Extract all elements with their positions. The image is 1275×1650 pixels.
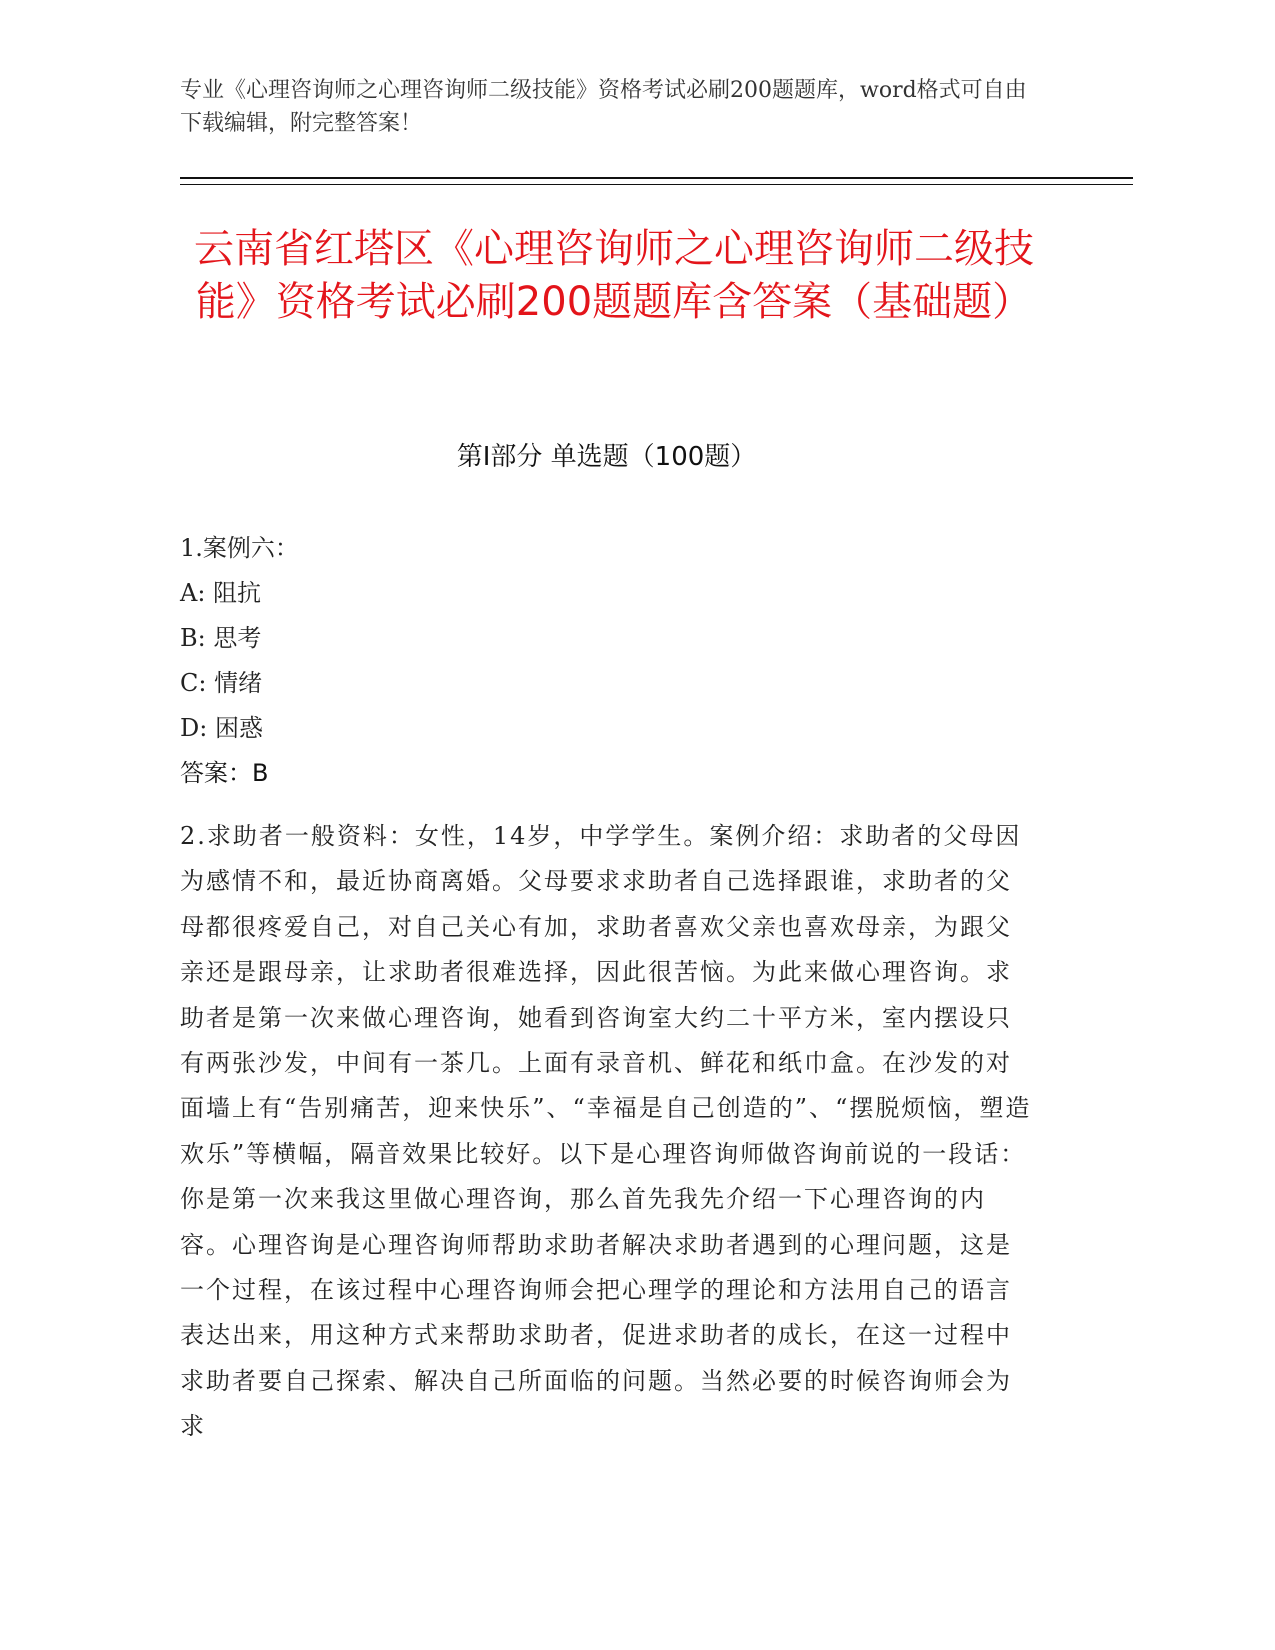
header-divider-thin xyxy=(180,184,1133,185)
question-2: 2.求助者一般资料：女性，14岁，中学学生。案例介绍：求助者的父母因为感情不和，最近协商离婚。父母要求求助者自己选择跟谁，求助者的父母都很疼爱自己，对自己关心有加，求助者喜欢父亲也喜欢母亲，为跟父亲还是跟母亲，让求助者很难选择，因此很苦恼。为此来做心理咨询。求助者是第一次来做心理咨询，她看到咨询室大约二十平方米，室内摆设只有两张沙发，中间有一茶几。上面有录音机、鲜花和纸巾盒。在沙发的对面墙上有“告别痛苦，迎来快乐”、“幸福是自己创造的”、“摆脱烦恼，塑造欢乐”等横幅，隔音效果比较好。以下是心理咨询师做咨询前说的一段话：你是第一次来我这里做心理咨询，那么首先我先介绍一下心理咨询的内容。心理咨询是心理咨询师帮助求助者解决求助者遇到的心理问题，这是一个过程，在该过程中心理咨询师会把心理学的理论和方法用自己的语言表达出来，用这种方式来帮助求助者，促进求助者的成长，在这一过程中求助者要自己探索、解决自己所面临的问题。当然必要的时候咨询师会为求 xyxy=(180,822,1032,1441)
option-d: D: 困惑 xyxy=(180,714,263,742)
question-stem: 1.案例六： xyxy=(180,534,299,562)
option-a: A: 阻抗 xyxy=(180,579,262,607)
section-heading: 第Ⅰ部分 单选题（100题） xyxy=(456,442,757,472)
option-b: B: 思考 xyxy=(180,624,262,652)
answer-line: 答案：B xyxy=(180,759,269,787)
header-note: 专业《心理咨询师之心理咨询师二级技能》资格考试必刷200题题库，word格式可自由下载编辑，附完整答案！ xyxy=(180,78,1027,136)
question-1 xyxy=(180,526,1033,796)
header-divider-thick xyxy=(180,177,1133,179)
document-title: 云南省红塔区《心理咨询师之心理咨询师二级技能》资格考试必刷200题题库含答案（基础题） xyxy=(194,226,1034,325)
option-c: C: 情绪 xyxy=(180,669,263,697)
